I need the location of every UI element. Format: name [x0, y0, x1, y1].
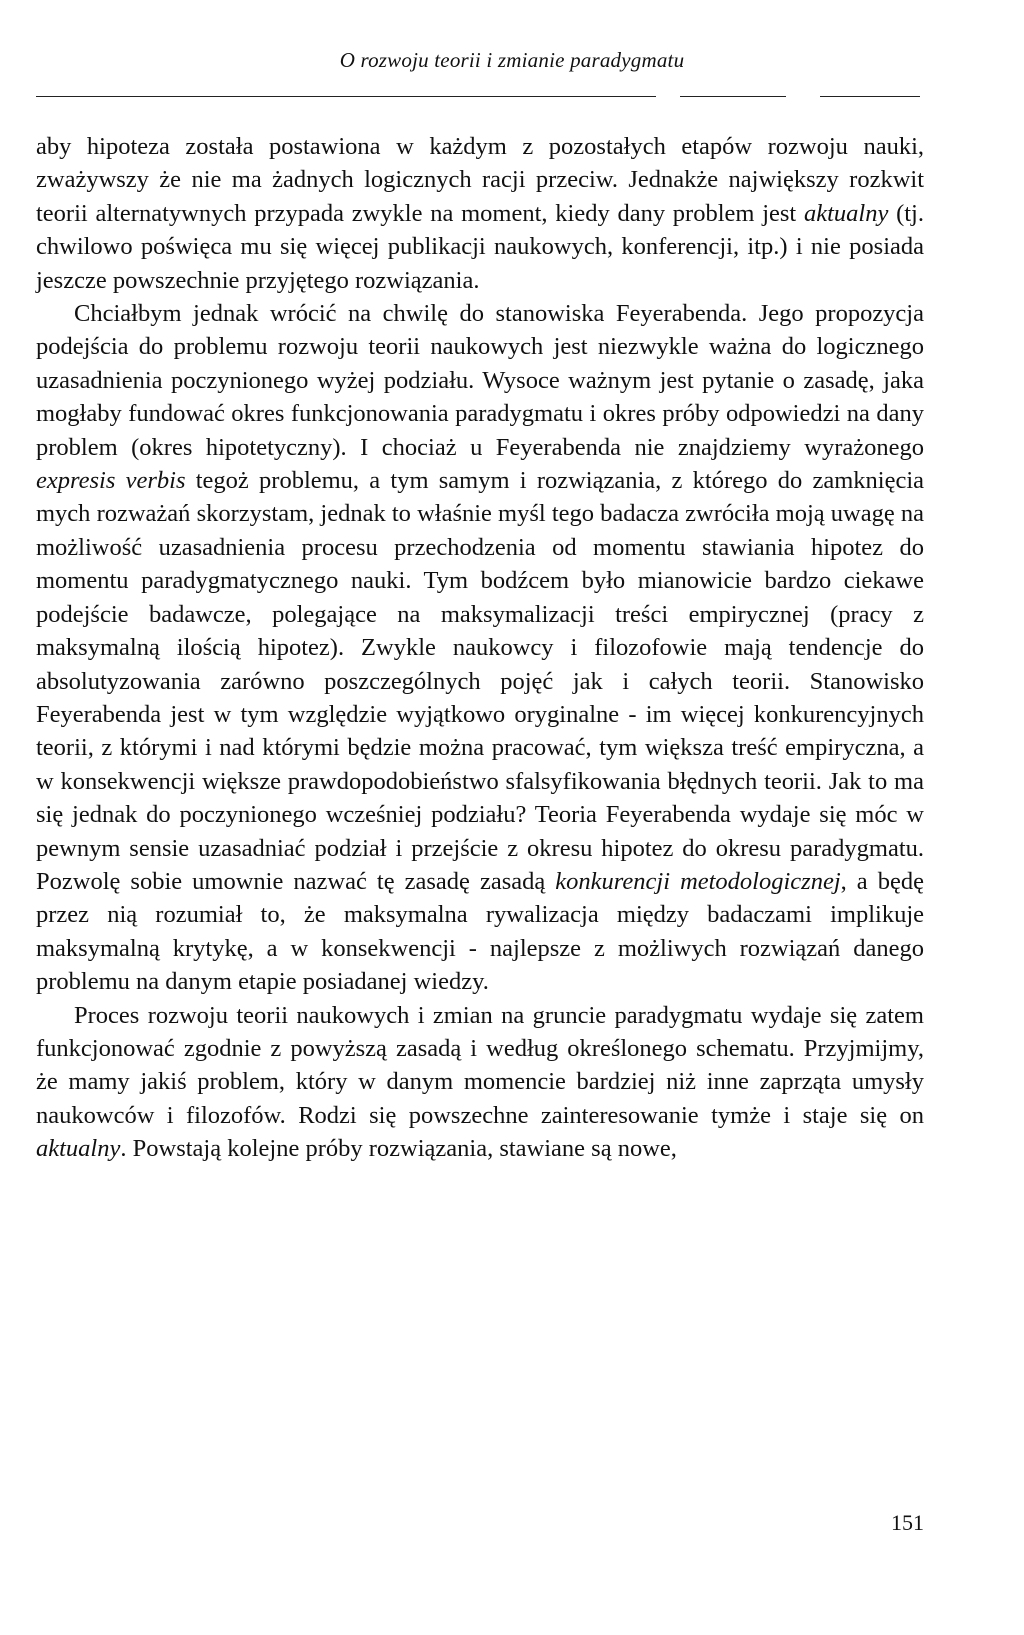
text-span: Proces rozwoju teorii naukowych i zmian na gruncie paradygmatu wydaje się zatem funkcjonować zgodnie z powyższą zasadą i według określonego schematu. Przyjmijmy, że mamy jakiś problem, który w danym momencie bardziej niż inne zaprząta umysły naukowców i filozofów. Rodzi się powszechne zainteresowanie tymże i staje się on — [36, 1001, 924, 1129]
text-span: Chciałbym jednak wrócić na chwilę do stanowiska Feyerabenda. Jego propozycja podejścia do problemu rozwoju teorii naukowych jest niezwykle ważna do logicznego uzasadnienia poczynionego wyżej podziału. Wysoce ważnym jest pytanie o zasadę, jaka mogłaby fundować okres funkcjonowania paradygmatu i okres próby odpowiedzi na dany problem (okres hipotetyczny). I chociaż u Feyerabenda nie znajdziemy wyrażonego — [36, 300, 924, 461]
paragraph — [36, 999, 924, 1166]
paragraph — [36, 130, 924, 297]
italic-term: aktualny — [803, 199, 889, 227]
running-header: O rozwoju teorii i zmianie paradygmatu — [339, 48, 685, 72]
italic-term: expresis verbis — [36, 467, 186, 495]
text-span: , a będę przez nią rozumiał to, że maksymalna rywalizacja między badaczami implikuje maksymalną krytykę, a w konsekwencji - najlepsze z możliwych rozwiązań danego problemu na danym etapie posiadanej wiedzy. — [36, 867, 924, 996]
header-rule — [680, 96, 786, 97]
header-rule — [36, 96, 656, 97]
header-rule — [820, 96, 920, 97]
italic-term: aktualny — [36, 1135, 121, 1163]
text-span: aby hipoteza została postawiona w każdym z pozostałych etapów rozwoju nauki, zważywszy że nie ma żadnych logicznych racji przeciw. Jednakże największy rozkwit teorii alternatywnych przypada zwykle na moment, kiedy dany problem jest — [36, 133, 924, 227]
text-span: . Powstają kolejne próby rozwiązania, stawiane są nowe, — [120, 1135, 677, 1163]
text-span: (tj. chwilowo poświęca mu się więcej publikacji naukowych, konferencji, itp.) i nie posiada jeszcze powszechnie przyjętego rozwiązania. — [36, 199, 924, 294]
page-number: 151 — [891, 1510, 924, 1535]
text-span: tegoż problemu, a tym samym i rozwiązania, z którego do zamknięcia mych rozważań skorzystam, jednak to właśnie myśl tego badacza zwróciła moją uwagę na możliwość uzasadnienia procesu przechodzenia od momentu stawiania hipotez do momentu paradygmatycznego nauki. Tym bodźcem było mianowicie bardzo ciekawe podejście badawcze, polegające na maksymalizacji treści empirycznej (pracy z maksymalną ilością hipotez). Zwykle naukowcy i filozofowie mają tendencje do absolutyzowania zarówno poszczególnych pojęć jak i całych teorii. Stanowisko Feyerabenda jest w tym względzie wyjątkowo oryginalne - im więcej konkurencyjnych teorii, z którymi i nad którymi będzie można pracować, tym większa treść empiryczna, a w konsekwencji większe prawdopodobieństwo sfalsyfikowania błędnych teorii. Jak to ma się jednak do poczynionego wcześniej podziału? Teoria Feyerabenda wydaje się móc w pewnym sensie uzasadniać podział i przejście z okresu hipotez do okresu paradygmatu. Pozwolę sobie umownie nazwać tę zasadę zasadą — [36, 467, 924, 895]
paragraph — [36, 297, 924, 999]
body-text — [36, 130, 924, 1166]
italic-term: konkurencji metodologicznej — [555, 867, 841, 895]
